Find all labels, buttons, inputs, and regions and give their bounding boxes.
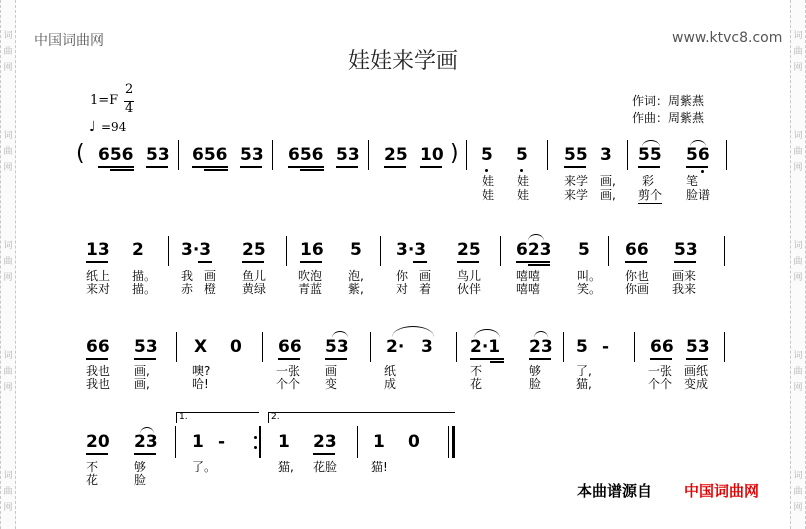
repeat-end-bar	[259, 426, 261, 458]
margin-char: 网	[793, 63, 803, 73]
note: 5	[576, 337, 588, 357]
volta-label: 2.	[271, 412, 280, 422]
lyric: 橙	[204, 282, 217, 296]
lyric: 你	[396, 269, 409, 283]
time-signature-bottom: 4	[125, 101, 134, 116]
volta-bracket-2	[268, 412, 455, 423]
lyric: 来对	[86, 282, 111, 296]
lyric: 花脸	[313, 460, 338, 474]
final-bar-thin	[448, 426, 449, 458]
repeat-dot	[254, 436, 257, 439]
note: 5	[481, 145, 493, 165]
note: 3	[600, 145, 612, 165]
underline	[242, 261, 264, 263]
note: 656	[288, 145, 324, 165]
note: 13	[86, 240, 110, 260]
note: 53	[686, 337, 710, 357]
underline	[146, 166, 168, 168]
lyric: 鸟儿	[457, 269, 482, 283]
lyric: 黄绿	[242, 282, 267, 296]
bar-line	[176, 332, 177, 362]
underline	[204, 169, 228, 171]
underline	[686, 358, 708, 360]
note: 23	[313, 432, 337, 452]
lyric: 对	[396, 282, 409, 296]
margin-char: 网	[3, 63, 13, 73]
lyric: 嘻嘻	[516, 269, 541, 283]
underline	[686, 166, 708, 168]
lyric: 画	[419, 269, 432, 283]
underline	[86, 453, 108, 455]
margin-char: 网	[793, 503, 803, 513]
underline	[134, 358, 156, 360]
note: 55	[638, 145, 662, 165]
margin-char: 词	[3, 351, 13, 361]
margin-char: 曲	[3, 47, 13, 57]
lyric: 成	[384, 377, 397, 391]
lyric: 我也	[86, 364, 111, 378]
underline	[86, 261, 108, 263]
volta-bracket-1	[176, 412, 259, 423]
note: 53	[240, 145, 264, 165]
note: 623	[516, 240, 552, 260]
margin-char: 网	[3, 383, 13, 393]
low-octave-dot	[701, 170, 704, 173]
margin-char: 曲	[3, 147, 13, 157]
lyric: 够	[529, 364, 542, 378]
note: 23	[134, 432, 158, 452]
final-bar-thick	[452, 426, 455, 458]
note: 66	[625, 240, 649, 260]
underline	[384, 166, 406, 168]
note: 2·1	[470, 337, 501, 357]
lyric: 画,	[134, 377, 150, 391]
margin-char: 词	[3, 31, 13, 41]
lyric: 猫!	[371, 460, 388, 474]
underline	[192, 166, 228, 168]
lyric: 描。	[132, 269, 157, 283]
underline	[564, 166, 586, 168]
lyricist-credit: 作词：周紫燕	[632, 94, 705, 108]
lyric: 剪个	[638, 188, 663, 202]
note: 10	[420, 145, 444, 165]
margin-char: 词	[3, 471, 13, 481]
lyric: 来学	[564, 188, 589, 202]
lyric: 了,	[576, 364, 592, 378]
note: 53	[674, 240, 698, 260]
lyric: 了。	[192, 460, 217, 474]
source-site-link[interactable]: 中国词曲网	[684, 482, 760, 500]
lyric: 笔	[686, 174, 699, 188]
note: -	[602, 337, 610, 357]
source-prefix: 本曲谱源自	[577, 482, 653, 500]
bar-line	[262, 332, 263, 362]
lyric: 个个	[648, 377, 673, 391]
repeat-dot	[254, 446, 257, 449]
right-margin-strip	[790, 0, 806, 529]
lyric: 花	[470, 377, 483, 391]
note: 5	[350, 240, 362, 260]
lyric: 脸谱	[686, 188, 711, 202]
note: 66	[86, 337, 110, 357]
margin-char: 网	[3, 273, 13, 283]
note: 0	[230, 337, 242, 357]
underline	[457, 261, 479, 263]
lyric: 变	[325, 377, 338, 391]
volta-label: 1.	[179, 412, 188, 422]
note: 53	[325, 337, 349, 357]
bar-line	[634, 332, 635, 362]
lyric: 不	[470, 364, 483, 378]
bar-line	[368, 140, 369, 170]
note: 55	[564, 145, 588, 165]
lyric: 鱼儿	[242, 269, 267, 283]
underline	[278, 358, 300, 360]
lyric: 画	[204, 269, 217, 283]
margin-char: 曲	[793, 47, 803, 57]
underline	[325, 358, 347, 360]
note: 25	[242, 240, 266, 260]
note: 3·3	[181, 240, 212, 260]
quarter-note-icon: ♩	[89, 119, 96, 135]
margin-char: 词	[793, 241, 803, 251]
song-title: 娃娃来学画	[347, 49, 458, 74]
lyric: 我也	[86, 377, 111, 391]
margin-char: 网	[793, 163, 803, 173]
lyric: 青蓝	[298, 282, 323, 296]
bar-line	[724, 332, 725, 362]
underline	[490, 361, 504, 363]
underline	[516, 261, 550, 263]
note: 0	[408, 432, 420, 452]
site-name-left: 中国词曲网	[34, 33, 104, 49]
time-signature-top: 2	[125, 82, 134, 97]
bar-line	[178, 140, 179, 170]
left-margin-strip	[0, 0, 16, 529]
note: 1	[373, 432, 385, 452]
lyric: 脸	[529, 377, 542, 391]
lyric: 彩	[642, 174, 655, 188]
lyric: 一张	[648, 364, 673, 378]
note: 25	[457, 240, 481, 260]
note: 53	[336, 145, 360, 165]
lyric: 赤	[181, 282, 194, 296]
bar-line	[466, 140, 467, 170]
lyric: 纸上	[86, 269, 111, 283]
lyric: 描。	[132, 282, 157, 296]
bar-line	[563, 332, 564, 362]
underline	[420, 166, 442, 168]
underline	[288, 166, 324, 168]
margin-char: 词	[793, 471, 803, 481]
bar-line	[726, 140, 727, 170]
note: 23	[529, 337, 553, 357]
note: -	[218, 432, 226, 452]
lyric: 娃	[517, 174, 530, 188]
note: 66	[650, 337, 674, 357]
bar-line	[608, 236, 609, 266]
note: 25	[384, 145, 408, 165]
underline	[470, 358, 504, 360]
lyric: 娃	[482, 188, 495, 202]
lyric: 来学	[564, 174, 589, 188]
lyric: 着	[419, 282, 432, 296]
note: 1	[192, 432, 204, 452]
lyric: 画来	[672, 269, 697, 283]
lyric: 不	[86, 460, 99, 474]
lyric: 我	[181, 269, 194, 283]
slur	[392, 326, 434, 337]
bar-line	[357, 426, 358, 458]
lyric: 画纸	[684, 364, 709, 378]
underline	[110, 169, 134, 171]
underline	[413, 261, 427, 263]
lyric: 伙伴	[457, 282, 482, 296]
note: 656	[98, 145, 134, 165]
margin-char: 曲	[3, 487, 13, 497]
underline	[638, 166, 660, 168]
margin-char: 曲	[793, 367, 803, 377]
bar-line	[380, 236, 381, 266]
bar-line	[370, 332, 371, 362]
margin-char: 词	[793, 31, 803, 41]
note: 3	[421, 337, 433, 357]
lyric: 泡,	[348, 269, 364, 283]
bar-line	[456, 332, 457, 362]
margin-char: 网	[3, 503, 13, 513]
margin-char: 曲	[3, 367, 13, 377]
repeat-paren-open: (	[76, 141, 85, 166]
bar-line	[175, 426, 176, 458]
lyric: 吹泡	[298, 269, 323, 283]
bar-line	[627, 140, 628, 170]
underline	[98, 166, 110, 168]
lyric: 画,	[134, 364, 150, 378]
key-signature: 1=F	[90, 93, 119, 108]
lyric: 花	[86, 473, 99, 487]
lyric: 变成	[684, 377, 709, 391]
underline	[134, 453, 156, 455]
underline	[625, 261, 647, 263]
lyric: 笑。	[577, 282, 602, 296]
lyric: 猫,	[576, 377, 592, 391]
lyric: 你画	[625, 282, 650, 296]
composer-credit: 作曲：周紫燕	[632, 111, 705, 125]
lyric: 够	[134, 460, 147, 474]
site-url-right: www.ktvc8.com	[672, 30, 783, 46]
margin-char: 网	[793, 273, 803, 283]
margin-char: 曲	[793, 147, 803, 157]
lyric: 猫,	[278, 460, 294, 474]
lyric: 画,	[600, 188, 616, 202]
underline	[650, 358, 672, 360]
lyric: 脸	[134, 473, 147, 487]
margin-char: 词	[793, 351, 803, 361]
note: 66	[278, 337, 302, 357]
lyric: 个个	[276, 377, 301, 391]
underline	[336, 166, 358, 168]
underline	[240, 166, 262, 168]
bar-line	[168, 236, 169, 266]
bar-line	[547, 140, 548, 170]
note: 56	[686, 145, 710, 165]
note: 5	[516, 145, 528, 165]
note: 20	[86, 432, 110, 452]
margin-char: 曲	[793, 487, 803, 497]
underline	[110, 166, 134, 168]
note: 3·3	[396, 240, 427, 260]
lyric: 娃	[482, 174, 495, 188]
margin-char: 曲	[3, 257, 13, 267]
margin-char: 网	[3, 163, 13, 173]
tempo-marking: =94	[101, 120, 127, 134]
margin-char: 词	[3, 241, 13, 251]
lyric: 纸	[384, 364, 397, 378]
note: X	[194, 337, 208, 357]
note: 5	[578, 240, 590, 260]
lyric: 画,	[600, 174, 616, 188]
underline	[529, 358, 551, 360]
underline	[674, 261, 696, 263]
underline	[313, 453, 335, 455]
note: 1	[278, 432, 290, 452]
bar-line	[724, 236, 725, 266]
lyric: 哈!	[192, 377, 209, 391]
lyric: 画	[325, 364, 338, 378]
bar-line	[272, 140, 273, 170]
margin-char: 词	[793, 131, 803, 141]
lyric: 嘻嘻	[516, 282, 541, 296]
note: 656	[192, 145, 228, 165]
lyric: 你也	[625, 269, 650, 283]
lyric: 一张	[276, 364, 301, 378]
lyric: 噢?	[192, 364, 211, 378]
lyric: 我来	[672, 282, 697, 296]
underline	[300, 169, 324, 171]
lyric: 娃	[517, 188, 530, 202]
lyric: 紫,	[348, 282, 364, 296]
note: 16	[300, 240, 324, 260]
bar-line	[500, 236, 501, 266]
margin-char: 词	[3, 131, 13, 141]
margin-char: 曲	[793, 257, 803, 267]
note: 53	[146, 145, 170, 165]
lyric: 叫。	[577, 269, 602, 283]
repeat-paren-close: )	[450, 141, 459, 166]
underline	[86, 358, 108, 360]
note: 2	[132, 240, 144, 260]
margin-char: 网	[793, 383, 803, 393]
note: 2·	[386, 337, 405, 357]
underline	[528, 264, 550, 266]
note: 53	[134, 337, 158, 357]
underline	[300, 261, 322, 263]
bar-line	[286, 236, 287, 266]
underline	[198, 261, 212, 263]
